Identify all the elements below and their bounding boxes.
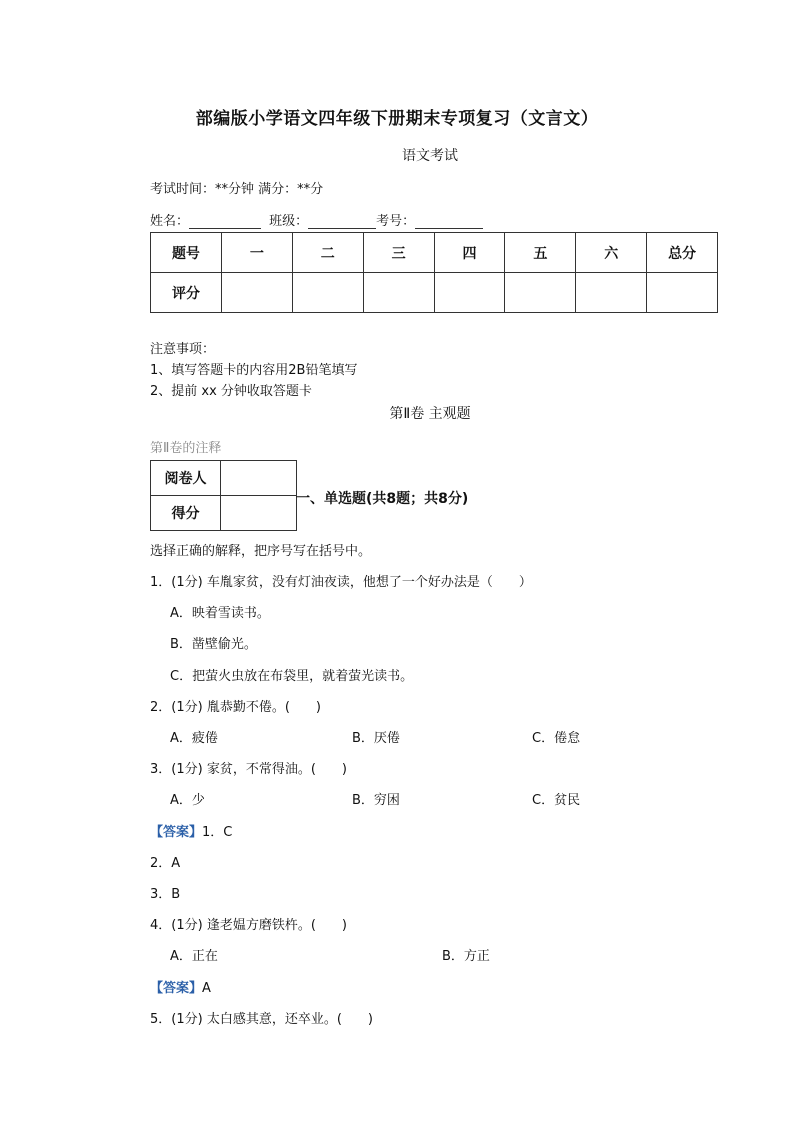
answer-tag: 【答案】 <box>150 981 203 996</box>
score-blank-cell <box>363 273 434 313</box>
answer-4: A <box>202 981 211 996</box>
question-2-option-b: B．厌倦 <box>352 731 400 746</box>
name-label: 姓名： <box>150 214 190 229</box>
instruction: 选择正确的解释，把序号写在括号中。 <box>150 544 372 559</box>
class-blank <box>308 215 376 229</box>
name-blank <box>189 215 261 229</box>
question-1-option-a: A．映着雪读书。 <box>170 606 270 621</box>
question-4: 4．(1分) 逢老媪方磨铁杵。( ) <box>150 918 347 933</box>
score-blank-cell <box>576 273 647 313</box>
score-table <box>150 232 718 313</box>
score-blank-cell <box>434 273 505 313</box>
question-3-option-b: B．穷困 <box>352 793 400 808</box>
student-info-line <box>150 210 483 229</box>
question-5: 5．(1分) 太白感其意，还卒业。( ) <box>150 1012 373 1027</box>
question-1: 1．(1分) 车胤家贫，没有灯油夜读，他想了一个好办法是（ ） <box>150 575 532 590</box>
answer-1: 1．C <box>202 825 233 840</box>
score-cell-1: 一 <box>221 233 292 273</box>
question-1-option-c: C．把萤火虫放在布袋里，就着萤光读书。 <box>170 669 414 684</box>
part-title: 一、单选题(共8题；共8分) <box>296 491 469 507</box>
class-label: 班级： <box>269 214 309 229</box>
question-3-option-c: C．贫民 <box>532 793 581 808</box>
grader-label: 阅卷人 <box>151 461 221 496</box>
question-3-option-a: A．少 <box>170 793 205 808</box>
answer-3: 3．B <box>150 887 181 902</box>
score-table-grade-row <box>151 273 718 313</box>
document-title: 部编版小学语文四年级下册期末专项复习（文言文） <box>195 109 599 129</box>
question-2-option-a: A．疲倦 <box>170 731 218 746</box>
number-label: 考号： <box>376 214 416 229</box>
score-blank-cell <box>221 273 292 313</box>
score-blank-cell <box>505 273 576 313</box>
question-3: 3．(1分) 家贫，不常得油。( ) <box>150 762 347 777</box>
notes-item-2: 2、提前 xx 分钟收取答题卡 <box>150 384 312 399</box>
section-note: 第Ⅱ卷的注释 <box>150 441 222 456</box>
score-cell-5: 五 <box>505 233 576 273</box>
score-label: 得分 <box>151 496 221 531</box>
question-1-option-b: B．凿壁偷光。 <box>170 637 257 652</box>
grader-blank <box>221 461 297 496</box>
notes-item-1: 1、填写答题卡的内容用2B铅笔填写 <box>150 363 358 378</box>
score-cell-2: 二 <box>292 233 363 273</box>
question-4-option-a: A．正在 <box>170 949 218 964</box>
score-blank-cell <box>647 273 718 313</box>
score-cell-6: 六 <box>576 233 647 273</box>
question-2-option-c: C．倦怠 <box>532 731 581 746</box>
score-blank <box>221 496 297 531</box>
score-blank-cell <box>292 273 363 313</box>
number-blank <box>415 215 483 229</box>
grader-table <box>150 460 297 531</box>
notes-heading: 注意事项： <box>150 342 216 357</box>
score-cell-total: 总分 <box>647 233 718 273</box>
exam-info: 考试时间：**分钟 满分：**分 <box>150 182 324 197</box>
question-4-option-b: B．方正 <box>442 949 490 964</box>
score-cell-grade-label: 评分 <box>151 273 222 313</box>
question-2: 2．(1分) 胤恭勤不倦。( ) <box>150 700 321 715</box>
answer-2: 2．A <box>150 856 181 871</box>
document-subtitle: 语文考试 <box>402 148 458 164</box>
answer-block-1 <box>150 821 232 840</box>
score-table-header-row <box>151 233 718 273</box>
answer-tag: 【答案】 <box>150 825 203 840</box>
score-cell-3: 三 <box>363 233 434 273</box>
section-title: 第Ⅱ卷 主观题 <box>389 406 471 422</box>
score-cell-4: 四 <box>434 233 505 273</box>
score-cell-question-no: 题号 <box>151 233 222 273</box>
answer-block-4 <box>150 977 211 996</box>
